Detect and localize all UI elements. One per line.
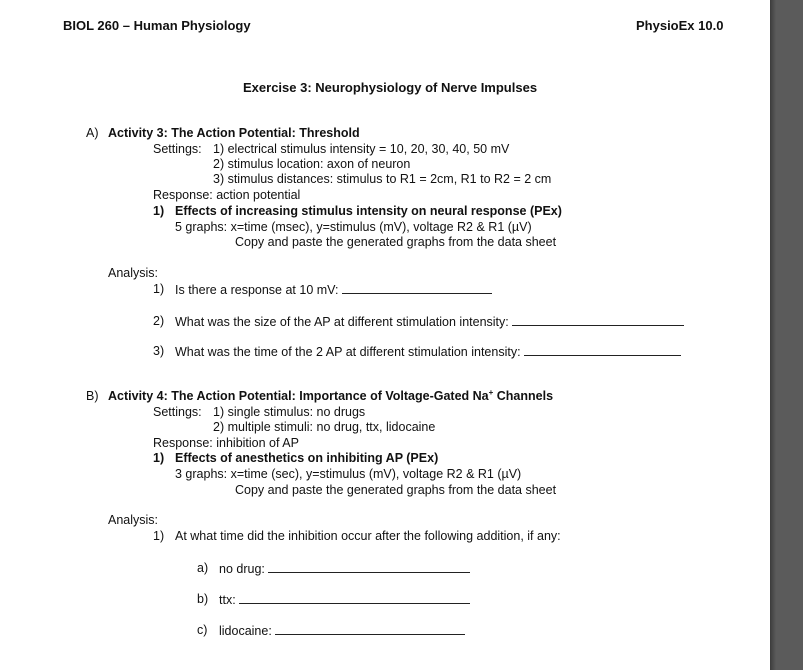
section-b-sub-b-answer-blank[interactable] bbox=[239, 592, 470, 604]
section-a-graphs: 5 graphs: x=time (msec), y=stimulus (mV), voltage R2 & R1 (µV) bbox=[175, 220, 532, 234]
section-b-sub-a bbox=[219, 561, 470, 577]
exercise-title: Exercise 3: Neurophysiology of Nerve Impulses bbox=[243, 80, 538, 95]
section-a-setting-2: 2) stimulus location: axon of neuron bbox=[213, 157, 411, 171]
section-b-q1-number: 1) bbox=[153, 529, 165, 543]
sodium-charge-sup: + bbox=[488, 387, 494, 397]
section-b-response: Response: inhibition of AP bbox=[153, 436, 299, 450]
section-b-q1-text: At what time did the inhibition occur after the following addition, if any: bbox=[175, 529, 561, 543]
section-b-copy-instruction: Copy and paste the generated graphs from the data sheet bbox=[235, 483, 557, 497]
section-b-sub-c-label: lidocaine: bbox=[219, 624, 272, 638]
section-b-sub-c-answer-blank[interactable] bbox=[275, 623, 465, 635]
section-b-settings-label: Settings: bbox=[153, 405, 202, 419]
section-b-sub-a-label: no drug: bbox=[219, 562, 265, 576]
section-b-setting-2: 2) multiple stimuli: no drug, ttx, lidocaine bbox=[213, 420, 436, 434]
section-b-sub-b-letter: b) bbox=[197, 592, 209, 606]
section-a-marker: A) bbox=[86, 126, 99, 140]
section-a-analysis-label: Analysis: bbox=[108, 266, 159, 280]
section-b-heading-text: Activity 4: The Action Potential: Importance of Voltage-Gated Na bbox=[108, 389, 489, 403]
section-a-task-number: 1) bbox=[153, 204, 165, 218]
section-b-setting-1: 1) single stimulus: no drugs bbox=[213, 405, 366, 419]
section-a-heading: Activity 3: The Action Potential: Threshold bbox=[108, 126, 360, 140]
section-b-sub-b bbox=[219, 592, 470, 608]
section-a-q3-number: 3) bbox=[153, 344, 165, 358]
section-a-q2-number: 2) bbox=[153, 314, 165, 328]
section-a-q2-answer-blank[interactable] bbox=[512, 314, 684, 326]
course-header: BIOL 260 – Human Physiology bbox=[63, 18, 251, 33]
section-b-analysis-label: Analysis: bbox=[108, 513, 159, 527]
section-a-task-title: Effects of increasing stimulus intensity on neural response (PEx) bbox=[175, 204, 562, 218]
section-a-settings-label: Settings: bbox=[153, 142, 202, 156]
section-a-q3-text: What was the time of the 2 AP at different stimulation intensity: bbox=[175, 345, 521, 359]
section-b-sub-c bbox=[219, 623, 465, 639]
software-header: PhysioEx 10.0 bbox=[636, 18, 724, 33]
section-a-response: Response: action potential bbox=[153, 188, 301, 202]
section-b-heading-suffix: Channels bbox=[493, 389, 554, 403]
section-a-q3-answer-blank[interactable] bbox=[524, 344, 681, 356]
section-a-q1 bbox=[175, 282, 492, 298]
section-b-task-title: Effects of anesthetics on inhibiting AP (PEx) bbox=[175, 451, 439, 465]
section-a-q1-number: 1) bbox=[153, 282, 165, 296]
section-a-q2 bbox=[175, 314, 684, 330]
section-a-setting-1: 1) electrical stimulus intensity = 10, 20, 30, 40, 50 mV bbox=[213, 142, 510, 156]
section-a-q3 bbox=[175, 344, 681, 360]
section-a-q1-answer-blank[interactable] bbox=[342, 282, 492, 294]
section-b-marker: B) bbox=[86, 389, 99, 403]
section-b-task-number: 1) bbox=[153, 451, 165, 465]
section-a-q1-text: Is there a response at 10 mV: bbox=[175, 283, 339, 297]
section-a-setting-3: 3) stimulus distances: stimulus to R1 = 2cm, R1 to R2 = 2 cm bbox=[213, 172, 552, 186]
section-b-sub-a-letter: a) bbox=[197, 561, 209, 575]
section-b-sub-a-answer-blank[interactable] bbox=[268, 561, 470, 573]
section-a-copy-instruction: Copy and paste the generated graphs from the data sheet bbox=[235, 235, 557, 249]
section-b-graphs: 3 graphs: x=time (sec), y=stimulus (mV), voltage R2 & R1 (µV) bbox=[175, 467, 522, 481]
section-b-heading bbox=[108, 389, 553, 404]
section-b-sub-b-label: ttx: bbox=[219, 593, 236, 607]
viewer-background-gutter bbox=[770, 0, 803, 670]
section-a-q2-text: What was the size of the AP at different stimulation intensity: bbox=[175, 315, 509, 329]
section-b-sub-c-letter: c) bbox=[197, 623, 208, 637]
